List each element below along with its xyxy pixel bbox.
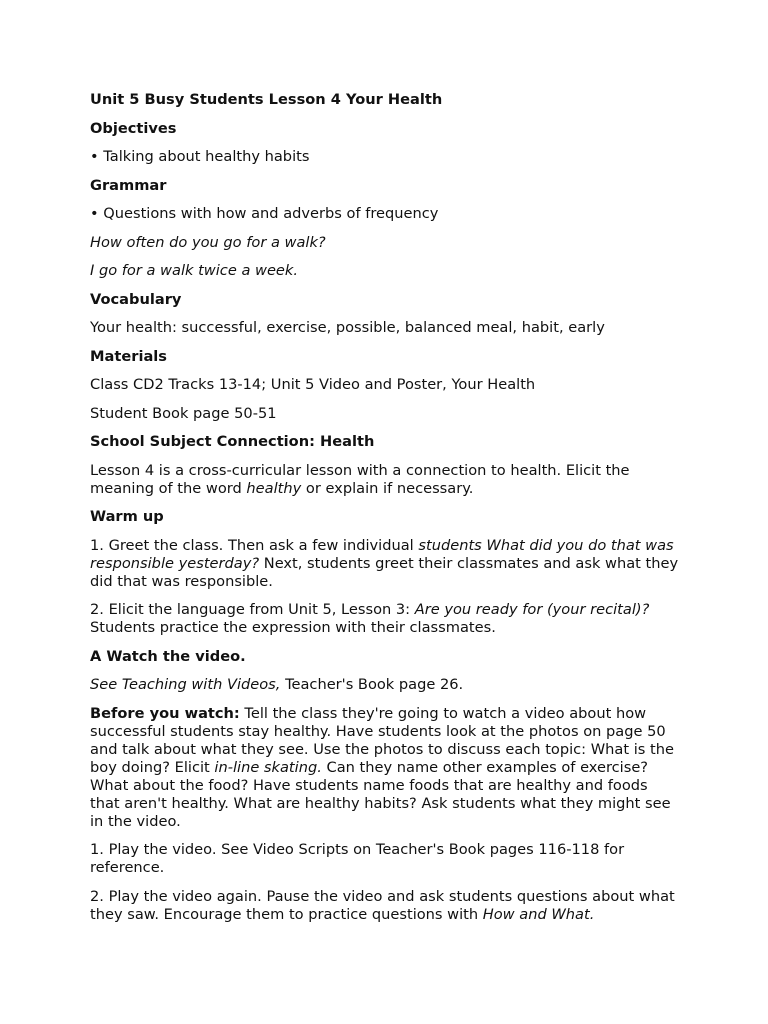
grammar-item: • Questions with how and adverbs of frequency xyxy=(90,205,439,222)
video-step-1: 1. Play the video. See Video Scripts on Teacher's Book pages 116-118 for reference. xyxy=(90,841,625,876)
grammar-example-answer: I go for a walk twice a week. xyxy=(90,262,299,279)
connection-paragraph xyxy=(90,462,680,498)
text-run: Tell the class they're going to watch a video about how successful students stay healthy. Have students look at the photos on page 50 and talk about what they see. Use the photos to discuss each topic: What is the boy doing? Elicit xyxy=(90,704,674,776)
before-watch-paragraph xyxy=(90,705,680,831)
warmup-step-1 xyxy=(90,537,680,591)
vocabulary-text: Your health: successful, exercise, possible, balanced meal, habit, early xyxy=(90,319,605,336)
connection-heading: School Subject Connection: Health xyxy=(90,433,375,450)
text-run: Can they name other examples of exercise? What about the food? Have students name foods that are healthy and foods that aren't healthy. What are healthy habits? Ask students what they might see in the video. xyxy=(90,758,671,830)
grammar-heading: Grammar xyxy=(90,176,167,194)
lesson-title: Unit 5 Busy Students Lesson 4 Your Health xyxy=(90,91,443,108)
italic-run: Are you ready for (your recital)? xyxy=(414,601,650,618)
italic-run: students What did you do that was responsible yesterday? xyxy=(90,536,674,572)
text-run: Students practice the expression with their classmates. xyxy=(90,619,496,636)
text-run: Lesson 4 is a cross-curricular lesson with a connection to health. Elicit the meaning of the word xyxy=(90,461,630,497)
warmup-step-2 xyxy=(90,601,680,637)
grammar-example-question: How often do you go for a walk? xyxy=(90,233,326,251)
text-run: 2. Elicit the language from Unit 5, Lesson 3: xyxy=(90,601,415,618)
bold-run: Before you watch: xyxy=(90,704,240,722)
text-run: 1. Greet the class. Then ask a few individual xyxy=(90,536,419,554)
text-run: Teacher's Book page 26. xyxy=(280,676,464,693)
text-run: 2. Play the video again. Pause the video and ask students questions about what they saw. Encourage them to practice questions with xyxy=(90,887,675,923)
objectives-heading: Objectives xyxy=(90,119,177,137)
video-step-2 xyxy=(90,888,680,924)
materials-heading: Materials xyxy=(90,347,167,365)
text-run: or explain if necessary. xyxy=(301,479,474,497)
document-page xyxy=(90,91,680,934)
italic-run: See Teaching with Videos, xyxy=(90,676,281,693)
watch-heading: A Watch the video. xyxy=(90,647,246,665)
italic-run: How and What. xyxy=(482,905,595,923)
materials-line: Student Book page 50-51 xyxy=(90,404,277,422)
text-run: Next, students greet their classmates and ask what they did that was responsible. xyxy=(90,554,679,590)
watch-reference xyxy=(90,676,680,694)
italic-run: healthy xyxy=(246,479,302,497)
italic-run: in-line skating. xyxy=(214,758,322,776)
materials-line: Class CD2 Tracks 13-14; Unit 5 Video and Poster, Your Health xyxy=(90,376,536,393)
vocabulary-heading: Vocabulary xyxy=(90,290,182,308)
objective-item: • Talking about healthy habits xyxy=(90,148,310,165)
warmup-heading: Warm up xyxy=(90,508,164,525)
